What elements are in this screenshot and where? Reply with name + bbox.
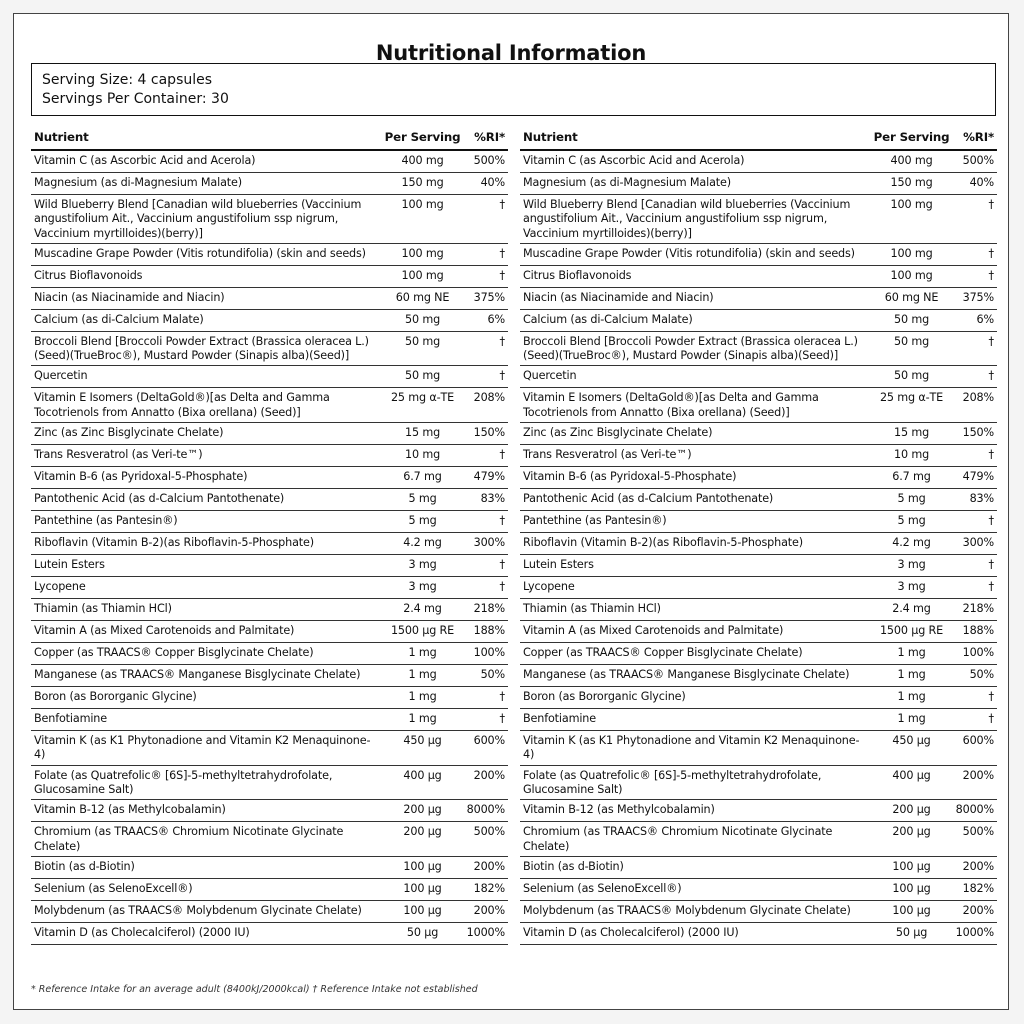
table-row [31, 709, 508, 731]
nutrient-amount: 50 mg [894, 334, 930, 348]
nutrient-amount: 5 mg [408, 514, 437, 528]
nutrient-name: Vitamin B-12 (as Methylcobalamin) [523, 803, 715, 817]
table-row [520, 288, 997, 310]
nutrient-amount: 100 µg [403, 903, 442, 917]
nutrient-amount: 1 mg [408, 668, 437, 682]
nutrient-amount: 50 µg [406, 925, 439, 939]
table-row [520, 800, 997, 822]
nutrient-ri: 200% [962, 903, 994, 917]
nutrient-ri: † [988, 448, 994, 462]
nutrient-name: Calcium (as di-Calcium Malate) [34, 312, 204, 326]
table-row [31, 923, 508, 945]
table-row [520, 332, 997, 367]
nutrient-amount: 60 mg NE [395, 290, 450, 304]
nutrient-amount: 6.7 mg [892, 470, 931, 484]
table-row [31, 857, 508, 879]
nutrient-ri: † [499, 246, 505, 260]
nutrient-ri: 375% [473, 290, 505, 304]
servings-per-container: Servings Per Container: 30 [42, 91, 229, 107]
table-row [520, 310, 997, 332]
table-row [520, 577, 997, 599]
nutrient-name: Vitamin E Isomers (DeltaGold®)[as Delta and Gamma Tocotrienols from Annatto (Bixa orellana) (Seed)] [34, 391, 330, 419]
nutrient-name: Folate (as Quatrefolic® [6S]-5-methyltetrahydrofolate, Glucosamine Salt) [523, 768, 822, 796]
nutrient-name: Magnesium (as di-Magnesium Malate) [34, 176, 242, 189]
nutrient-amount: 5 mg [408, 492, 437, 506]
nutrient-amount: 2.4 mg [403, 602, 442, 616]
nutrient-ri: 50% [480, 668, 505, 682]
table-row [31, 822, 508, 857]
nutrient-ri: 50% [969, 668, 994, 682]
table-row [31, 731, 508, 766]
nutrient-amount: 50 mg [894, 312, 930, 326]
nutrient-name: Vitamin K (as K1 Phytonadione and Vitamin K2 Menaquinone-4) [523, 734, 860, 762]
table-row [520, 366, 997, 388]
nutrient-ri: † [499, 558, 505, 572]
nutrient-ri: 200% [473, 859, 505, 873]
nutrient-name: Vitamin B-6 (as Pyridoxal-5-Phosphate) [34, 470, 248, 484]
table-row [31, 445, 508, 467]
nutrient-name: Benfotiamine [523, 712, 596, 726]
nutrient-ri: 218% [473, 602, 505, 616]
nutrient-ri: 200% [962, 768, 994, 782]
nutrient-ri: 218% [962, 602, 994, 616]
nutrient-name: Thiamin (as Thiamin HCl) [34, 602, 172, 616]
nutrient-ri: † [988, 369, 994, 383]
table-row [31, 555, 508, 577]
nutrient-ri: 500% [473, 825, 505, 839]
nutrient-amount: 1 mg [897, 690, 926, 704]
nutrient-name: Copper (as TRAACS® Copper Bisglycinate Chelate) [34, 646, 314, 660]
nutrient-name: Vitamin C (as Ascorbic Acid and Acerola) [523, 154, 745, 167]
table-row [520, 423, 997, 445]
nutrient-amount: 60 mg NE [884, 290, 939, 304]
nutrient-amount: 400 mg [890, 154, 933, 167]
nutrient-ri: 1000% [955, 925, 994, 939]
table-row [520, 445, 997, 467]
table-row [520, 709, 997, 731]
nutrient-ri: † [988, 198, 994, 211]
nutrient-ri: 150% [473, 426, 505, 440]
nutrient-name: Muscadine Grape Powder (Vitis rotundifolia) (skin and seeds) [34, 246, 366, 260]
nutrient-amount: 200 µg [892, 825, 931, 839]
nutrient-ri: 83% [480, 492, 505, 506]
nutrient-name: Vitamin B-6 (as Pyridoxal-5-Phosphate) [523, 470, 737, 484]
nutrient-amount: 200 µg [892, 803, 931, 817]
nutrient-name: Selenium (as SelenoExcell®) [34, 881, 193, 895]
nutrient-ri: † [988, 246, 994, 260]
nutrient-name: Vitamin K (as K1 Phytonadione and Vitamin K2 Menaquinone-4) [34, 734, 371, 762]
table-row [31, 665, 508, 687]
nutrient-amount: 6.7 mg [403, 470, 442, 484]
nutrient-ri: † [499, 334, 505, 348]
nutrient-name: Pantothenic Acid (as d-Calcium Pantothenate) [34, 492, 285, 506]
nutrient-name: Boron (as Bororganic Glycine) [34, 690, 197, 704]
nutrient-name: Benfotiamine [34, 712, 107, 726]
table-row [31, 800, 508, 822]
nutrient-name: Quercetin [523, 369, 577, 383]
nutrient-amount: 3 mg [408, 558, 437, 572]
nutrient-amount: 100 mg [890, 268, 933, 282]
nutrient-amount: 15 mg [894, 426, 930, 440]
table-row [520, 489, 997, 511]
table-row [31, 244, 508, 266]
nutrient-amount: 1 mg [408, 646, 437, 660]
nutrient-amount: 450 µg [403, 734, 442, 748]
nutrient-ri: 182% [962, 881, 994, 895]
table-row [520, 195, 997, 244]
column-header-nutrient: Nutrient [523, 130, 578, 144]
nutrient-amount: 50 mg [405, 334, 441, 348]
table-row [31, 195, 508, 244]
nutrient-amount: 5 mg [897, 514, 926, 528]
nutrient-name: Quercetin [34, 369, 88, 383]
table-row [520, 857, 997, 879]
nutrient-name: Boron (as Bororganic Glycine) [523, 690, 686, 704]
nutrient-ri: 100% [473, 646, 505, 660]
nutrient-name: Magnesium (as di-Magnesium Malate) [523, 176, 731, 189]
table-row [31, 533, 508, 555]
table-row [520, 555, 997, 577]
column-header-per-serving: Per Serving [384, 130, 461, 144]
nutrient-name: Vitamin D (as Cholecalciferol) (2000 IU) [34, 925, 250, 939]
table-row [31, 901, 508, 923]
nutrient-ri: 375% [962, 290, 994, 304]
table-row [520, 467, 997, 489]
nutrient-ri: 182% [473, 881, 505, 895]
nutrient-ri: 479% [473, 470, 505, 484]
nutrient-name: Vitamin B-12 (as Methylcobalamin) [34, 803, 226, 817]
table-row [520, 388, 997, 423]
nutrition-panel [13, 13, 1009, 1010]
nutrient-ri: † [499, 198, 505, 211]
nutrient-amount: 25 mg α-TE [390, 391, 455, 405]
nutrient-name: Lycopene [523, 580, 575, 594]
nutrient-ri: † [988, 712, 994, 726]
nutrient-name: Molybdenum (as TRAACS® Molybdenum Glycinate Chelate) [523, 903, 851, 917]
nutrient-ri: 8000% [955, 803, 994, 817]
nutrient-name: Biotin (as d-Biotin) [34, 859, 135, 873]
table-row [520, 731, 997, 766]
table-row [520, 621, 997, 643]
nutrient-amount: 100 mg [890, 246, 933, 260]
nutrient-ri: † [988, 690, 994, 704]
table-row [31, 173, 508, 195]
table-row [31, 388, 508, 423]
nutrient-name: Calcium (as di-Calcium Malate) [523, 312, 693, 326]
table-row [520, 266, 997, 288]
table-header [31, 127, 508, 151]
nutrient-ri: † [988, 580, 994, 594]
table-row [31, 288, 508, 310]
nutrient-amount: 100 µg [403, 881, 442, 895]
table-row [31, 621, 508, 643]
nutrient-name: Broccoli Blend [Broccoli Powder Extract (Brassica oleracea L.)(Seed)(TrueBroc®), Mustard Powder (Sinapis alba)(Seed)] [523, 334, 858, 363]
table-row [31, 489, 508, 511]
nutrient-amount: 1500 µg RE [879, 624, 944, 638]
nutrient-name: Trans Resveratrol (as Veri-te™) [523, 448, 692, 462]
nutrient-table-right [520, 127, 997, 945]
nutrient-ri: † [499, 712, 505, 726]
nutrient-amount: 400 mg [401, 154, 444, 167]
nutrient-amount: 200 µg [403, 825, 442, 839]
table-row [520, 643, 997, 665]
table-row [31, 332, 508, 367]
nutrient-ri: 600% [962, 734, 994, 748]
table-row [31, 577, 508, 599]
nutrient-amount: 3 mg [408, 580, 437, 594]
nutrient-ri: 500% [962, 825, 994, 839]
nutrient-ri: 100% [962, 646, 994, 660]
nutrient-ri: 500% [473, 154, 505, 167]
nutrient-amount: 100 µg [892, 881, 931, 895]
nutrient-amount: 15 mg [405, 426, 441, 440]
table-header [520, 127, 997, 151]
nutrient-amount: 1500 µg RE [390, 624, 455, 638]
nutrient-amount: 150 mg [890, 176, 933, 189]
table-row [520, 923, 997, 945]
page-title: Nutritional Information [375, 41, 647, 65]
nutrient-name: Riboflavin (Vitamin B-2)(as Riboflavin-5-Phosphate) [523, 536, 803, 550]
nutrient-ri: † [499, 690, 505, 704]
nutrient-name: Citrus Bioflavonoids [523, 268, 632, 282]
nutrient-name: Zinc (as Zinc Bisglycinate Chelate) [523, 426, 713, 440]
nutrient-ri: 600% [473, 734, 505, 748]
table-row [520, 173, 997, 195]
nutrient-amount: 50 µg [895, 925, 928, 939]
table-row [520, 766, 997, 801]
nutrient-ri: 188% [473, 624, 505, 638]
nutrient-ri: 500% [962, 154, 994, 167]
nutrient-name: Pantothenic Acid (as d-Calcium Pantothenate) [523, 492, 774, 506]
table-row [520, 665, 997, 687]
nutrient-ri: 6% [487, 312, 505, 326]
table-row [520, 687, 997, 709]
nutrient-ri: 479% [962, 470, 994, 484]
nutrient-name: Pantethine (as Pantesin®) [523, 514, 667, 528]
nutrient-name: Chromium (as TRAACS® Chromium Nicotinate Glycinate Chelate) [523, 825, 833, 853]
nutrient-name: Trans Resveratrol (as Veri-te™) [34, 448, 203, 462]
nutrient-amount: 50 mg [894, 369, 930, 383]
nutrient-ri: † [988, 334, 994, 348]
nutrient-amount: 100 µg [403, 859, 442, 873]
table-row [31, 366, 508, 388]
footnote: * Reference Intake for an average adult (8400kJ/2000kcal) † Reference Intake not established [31, 984, 478, 995]
table-row [520, 511, 997, 533]
nutrient-amount: 3 mg [897, 558, 926, 572]
nutrient-name: Vitamin E Isomers (DeltaGold®)[as Delta and Gamma Tocotrienols from Annatto (Bixa orellana) (Seed)] [523, 391, 819, 419]
nutrient-amount: 3 mg [897, 580, 926, 594]
nutrient-amount: 100 mg [890, 198, 933, 211]
nutrient-amount: 400 µg [403, 768, 442, 782]
nutrient-name: Chromium (as TRAACS® Chromium Nicotinate Glycinate Chelate) [34, 825, 344, 853]
nutrient-name: Molybdenum (as TRAACS® Molybdenum Glycinate Chelate) [34, 903, 362, 917]
column-header-ri: %RI* [474, 130, 505, 144]
column-header-nutrient: Nutrient [34, 130, 89, 144]
table-row [31, 151, 508, 173]
nutrient-amount: 4.2 mg [892, 536, 931, 550]
table-row [31, 879, 508, 901]
nutrient-ri: † [988, 514, 994, 528]
nutrient-ri: 200% [962, 859, 994, 873]
nutrient-name: Biotin (as d-Biotin) [523, 859, 624, 873]
nutrient-amount: 100 mg [401, 198, 444, 211]
nutrient-name: Muscadine Grape Powder (Vitis rotundifolia) (skin and seeds) [523, 246, 855, 260]
column-header-ri: %RI* [963, 130, 994, 144]
nutrient-name: Lutein Esters [523, 558, 594, 572]
nutrient-name: Vitamin A (as Mixed Carotenoids and Palmitate) [34, 624, 295, 638]
nutrient-amount: 2.4 mg [892, 602, 931, 616]
nutrient-name: Lycopene [34, 580, 86, 594]
table-row [31, 511, 508, 533]
nutrient-ri: 300% [962, 536, 994, 550]
nutrient-ri: 208% [962, 391, 994, 405]
nutrient-ri: 200% [473, 903, 505, 917]
table-row [520, 244, 997, 266]
nutrient-name: Riboflavin (Vitamin B-2)(as Riboflavin-5-Phosphate) [34, 536, 314, 550]
table-row [31, 599, 508, 621]
nutrient-amount: 1 mg [408, 690, 437, 704]
nutrient-amount: 100 mg [401, 268, 444, 282]
nutrient-ri: 208% [473, 391, 505, 405]
nutrient-amount: 400 µg [892, 768, 931, 782]
table-row [520, 822, 997, 857]
nutrient-ri: 188% [962, 624, 994, 638]
nutrient-name: Manganese (as TRAACS® Manganese Bisglycinate Chelate) [34, 668, 361, 682]
nutrient-amount: 100 µg [892, 903, 931, 917]
nutrient-amount: 10 mg [405, 448, 441, 462]
nutrient-name: Niacin (as Niacinamide and Niacin) [523, 290, 714, 304]
nutrient-amount: 1 mg [408, 712, 437, 726]
nutrient-table-left [31, 127, 508, 945]
nutrient-amount: 450 µg [892, 734, 931, 748]
nutrient-amount: 1 mg [897, 712, 926, 726]
table-row [31, 643, 508, 665]
nutrient-name: Thiamin (as Thiamin HCl) [523, 602, 661, 616]
nutrient-ri: † [499, 514, 505, 528]
nutrient-ri: † [499, 268, 505, 282]
nutrient-amount: 1 mg [897, 668, 926, 682]
nutrient-ri: 150% [962, 426, 994, 440]
table-row [31, 467, 508, 489]
nutrient-amount: 200 µg [403, 803, 442, 817]
nutrient-ri: † [988, 268, 994, 282]
table-row [31, 687, 508, 709]
nutrient-ri: 300% [473, 536, 505, 550]
serving-info-box [31, 63, 996, 116]
nutrient-name: Selenium (as SelenoExcell®) [523, 881, 682, 895]
nutrient-amount: 4.2 mg [403, 536, 442, 550]
nutrient-name: Vitamin D (as Cholecalciferol) (2000 IU) [523, 925, 739, 939]
table-row [31, 766, 508, 801]
nutrient-ri: † [499, 448, 505, 462]
nutrient-ri: † [499, 369, 505, 383]
nutrient-name: Niacin (as Niacinamide and Niacin) [34, 290, 225, 304]
nutrient-ri: 40% [969, 176, 994, 189]
nutrient-amount: 5 mg [897, 492, 926, 506]
nutrient-amount: 50 mg [405, 369, 441, 383]
nutrient-amount: 25 mg α-TE [879, 391, 944, 405]
nutrient-ri: 1000% [466, 925, 505, 939]
nutrient-name: Folate (as Quatrefolic® [6S]-5-methyltetrahydrofolate, Glucosamine Salt) [34, 768, 333, 796]
nutrient-ri: † [499, 580, 505, 594]
serving-size: Serving Size: 4 capsules [42, 72, 213, 88]
table-row [520, 533, 997, 555]
nutrient-name: Lutein Esters [34, 558, 105, 572]
nutrient-amount: 150 mg [401, 176, 444, 189]
nutrient-amount: 100 mg [401, 246, 444, 260]
nutrient-name: Vitamin C (as Ascorbic Acid and Acerola) [34, 154, 256, 167]
table-row [520, 901, 997, 923]
nutrient-amount: 100 µg [892, 859, 931, 873]
table-row [520, 599, 997, 621]
nutrient-amount: 10 mg [894, 448, 930, 462]
nutrient-name: Zinc (as Zinc Bisglycinate Chelate) [34, 426, 224, 440]
nutrient-amount: 50 mg [405, 312, 441, 326]
nutrient-name: Copper (as TRAACS® Copper Bisglycinate Chelate) [523, 646, 803, 660]
nutrient-name: Wild Blueberry Blend [Canadian wild blueberries (Vaccinium angustifolium Ait., Vaccinium angustifolium ssp nigrum, Vaccinium myrtilloides)(berry)] [34, 198, 362, 240]
nutrient-name: Vitamin A (as Mixed Carotenoids and Palmitate) [523, 624, 784, 638]
column-header-per-serving: Per Serving [873, 130, 950, 144]
table-row [31, 310, 508, 332]
nutrient-ri: 8000% [466, 803, 505, 817]
nutrient-amount: 1 mg [897, 646, 926, 660]
table-row [31, 266, 508, 288]
nutrient-ri: 83% [969, 492, 994, 506]
nutrient-name: Citrus Bioflavonoids [34, 268, 143, 282]
nutrient-name: Wild Blueberry Blend [Canadian wild blueberries (Vaccinium angustifolium Ait., Vaccinium angustifolium ssp nigrum, Vaccinium myrtilloides)(berry)] [523, 198, 851, 240]
nutrient-ri: 200% [473, 768, 505, 782]
nutrient-ri: 6% [976, 312, 994, 326]
nutrient-ri: † [988, 558, 994, 572]
table-row [520, 879, 997, 901]
nutrient-ri: 40% [480, 176, 505, 189]
table-row [520, 151, 997, 173]
table-row [31, 423, 508, 445]
nutrient-name: Pantethine (as Pantesin®) [34, 514, 178, 528]
nutrient-name: Manganese (as TRAACS® Manganese Bisglycinate Chelate) [523, 668, 850, 682]
nutrient-name: Broccoli Blend [Broccoli Powder Extract (Brassica oleracea L.)(Seed)(TrueBroc®), Mustard Powder (Sinapis alba)(Seed)] [34, 334, 369, 363]
